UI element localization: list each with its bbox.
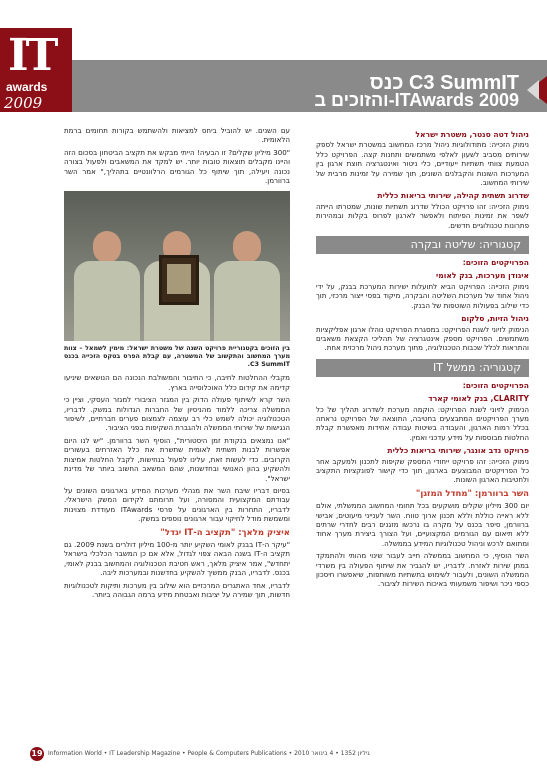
winner-heading: ניהול הזיות, סלקום <box>461 314 529 324</box>
page-number: 19 <box>30 747 44 761</box>
article-paragraph: "300 מיליון שקלים? זו הבעיה! הייתי מבקש את תקציב הביטחון בסכום הזה והיינו מקבלים תוצאות טובות יותר. יש למקד את המשאבים ולפעול בצורה נכונה ויעילה, תוך שיתוף כל הגורמים הרלוונטיים בתהליך," אמר השר ברוורמן. <box>64 147 290 186</box>
article-paragraph: מקבלי ההחלטות לחיבה, כי החיבור והמשולבת הנכונה הם הנושאים שיניעו קדימה את קידום כלל האוכלוסייה בארץ. <box>64 373 290 392</box>
article-paragraph: השר קרא לשיתוף פעולה הדוק בין המגזר הציבורי למגזר העסקי, וציין כי הממשלה צריכה ללמוד מהניסיון של החברות הגדולות במשק. לדבריו, הטכנולוגיה יכולה לשמש כלי רב עוצמה לצמצום פערים חברתיים, לשיפור הנגישות של שירותי הממשלה ולהגברת השקיפות בפני הציבור. <box>64 395 290 433</box>
section-heading: השר ברוורמן: "מחדל המזגן" <box>415 488 529 499</box>
article-paragraph: השר הוסיף, כי המחשוב בממשלה חייב לעבור שינוי מהותי ולהתמקד במתן שירות לאזרח. לדבריו, יש להגביר את שיתוף הפעולה בין משרדי הממשלה השונים, ולעבור לשימוש בתשתיות משותפות, שיאפשרו חיסכון כספי ניכר ושיפור משמעותי באיכות השירות לציבור. <box>316 551 529 589</box>
winner-text: נימוק הזכייה: מתודולוגיות ניהול מרכז המחשוב במשטרת ישראל לספק שירותים מסביב לשעון לאלפי משתמשים ותחנות קצה. הפרויקט כלל הטמעת צוותי תשתיות ייעודיים, כלי ניטור ואינטגרציה חוצת ארגון בין המערכות השונות והקבלנים השונים, תוך שמירה על זמינות מרבית של שירותי המחשוב. <box>316 140 529 188</box>
award-photo <box>64 191 290 341</box>
article-paragraph: לדבריו, אחד האתגרים המרכזיים הוא שילוב בין מערכות ותיקות לטכנולוגיות חדשות, תוך שמירה על יציבות ואבטחת מידע ברמה הגבוהה ביותר. <box>64 580 290 599</box>
winner-text: נימוק הזכייה: זהו פרויקט הכולל שדרוג תשתיות שונות, שמטרתו הייתה לשפר את זמינות הפיתוח ולאפשר לארגון לפרוס בקלות ובמהירות פתרונות טכנולוגיים חדשים. <box>316 201 529 230</box>
category-bar: קטגוריה: ממשל IT <box>316 359 529 377</box>
person-figure <box>214 231 280 341</box>
winner-heading: איגודן מערכות, בנק לאומי <box>436 271 529 281</box>
it-awards-logo <box>0 28 72 112</box>
footer-text: Information World • IT Leadership Magazine • People & Computers Publications • 2010 גיליון 1352 • 4 בינואר <box>48 750 370 757</box>
banner-title-line1: כנס C3 SummIT <box>369 72 519 94</box>
section-heading: איציק מלאך: "תקציב ה-IT יגדל" <box>160 527 290 538</box>
winner-text: הנימוק לזיוני לשנת הפרויקט: הוקמה מערכת לשדרוג תהליך של כל מערך הפרויקטים המתבצעים בחטיבה, התוצאה של הפרויקט נראתה בכלל רמות הארגון, והעבודה בשיטות עבודה אחידות מאפשרת קבלת החלטות מבוססות על מידע עדכני ואמין. <box>316 404 529 442</box>
winner-text: נימוק הזכייה: הפרויקט הביא לתועלות ישירות המערכת בבנק, על ידי ניהול אחוד של מערכות השליטה והבקרה, מיקוד בפסי ייצור מרכזי, תוך כדי שילוב בפעולות השוטפות של הבנק. <box>316 281 529 310</box>
article-paragraph: בסיום דבריו שיבח השר את מנהלי מערכות המידע בארגונים השונים על עבודתם המקצועית והמסורה, ועל תרומתם לקידום המשק הישראלי. לדבריו, התחרות בין הארגונים על פרסי ITAwards מעודדת מצוינות ומשמשת מודל לחיקוי עבור ארגונים נוספים במשק. <box>64 485 290 524</box>
article-paragraph: יום 300 מיליון שקלים מושקעים בכל תחומי המחשוב הממשלתי, אולם ללא ראייה כוללת וללא תכנון ארוך טווח. השר לענייני מיעוטים, אבישי ברוורמן, סיפר בכנס על מקרה בו נרכשו מזגנים רבים לחדרי שרתים ללא תיאום עם הגורמים המקצועיים, ועל הצורך ביצירת מערך אחוד ומתואם לרכש וניהול טכנולוגיות המידע בממשלה. <box>316 501 529 548</box>
page-footer <box>0 742 547 766</box>
article-paragraph: "עיקר ה-IT בבנק לאומי השקיע יותר מ-100 מיליון דולרים בשנת 2009. גם תקציב ה-IT בשנה הבאה צפוי לגדול, אלא אם כן המשבר הכלכלי בישראל יתחדש", אמר איציק מלאך, ראש חטיבת הטכנולוגיה והמחשוב בבנק לאומי, בכנס. לדבריו, הבנק ממשיך להשקיע בחדשנות ובמערכות ליבה. <box>64 539 290 578</box>
article-paragraph: "אנו נמצאים בנקודת זמן היסטורית", הוסיף השר ברוורמן. "יש לנו היום אפשרות לבנות תשתית לאומית שתשרת את כלל האזרחים בעשורים הקרובים. כדי לעשות זאת, עלינו לפעול בנחישות, לקבל החלטות אמיצות ולהשקיע בהון האנושי ובחדשנות, שהם המשאב החשוב ביותר של מדינת ישראל". <box>64 435 290 483</box>
winners-label: הפרויקטים הזוכים: <box>462 380 529 390</box>
banner-title-line2: והזוכים ב-ITAwards 2009 <box>314 90 519 110</box>
article-column-right <box>316 126 529 592</box>
logo-year-text: 2009 <box>4 94 43 112</box>
photo-caption: בין הזוכים בקטגוריית פרויקט השנה של משטרת ישראל: מימין לשמאל – צוות מערך המחשוב והתקשוב של המשטרה, עם קבלת הפרס בטקס הזכייה בכנס C3 SummIT. <box>64 345 290 369</box>
chevron-inner-icon <box>527 80 539 100</box>
winner-text: נימוק הזכייה: זהו פרויקט ייחודי המספק שקיפות לתכנון ולמעקב אחר כל הפרויקטים המבוצעים בארגון, תוך כדי קישור לפונקציות התקציב ולחטיבות הארגון השונות. <box>316 456 529 485</box>
article-paragraph: עם השנים. יש להוביל ביחס למציאות ולהשתמש בקורות תחומים ברמת הלאומית. <box>64 126 290 145</box>
person-figure <box>74 231 140 341</box>
logo-it-text: IT <box>8 30 56 81</box>
category-bar: קטגוריה: שליטה ובקרה <box>316 236 529 254</box>
winner-heading: ניהול דטה סנטר, משטרת ישראל <box>415 130 529 139</box>
winners-label: הפרויקטים הזוכים: <box>462 258 529 268</box>
article-column-left <box>64 126 290 602</box>
winner-text: הנימוק לזיוני לשנת הפרויקט: במסגרת הפרויקט נוהלו ארגון אפליקציות משתמשים. הפרויקט מספק אינטגרציה של תהליכי הקצאת משאבים והתראות לכלל שכבות הטכנולוגיה, מתוך מערכת ניהול מרכזית אחת. <box>316 324 529 353</box>
logo-awards-text: awards <box>6 80 48 94</box>
winner-heading: שדרוג תשתית קהילה, שירותי בריאות כללית <box>377 191 529 201</box>
award-plaque <box>159 255 199 305</box>
winner-heading: CLARITY, בנק לאומי קארד <box>428 394 529 404</box>
page-header <box>0 0 547 112</box>
winner-heading: פרויקט נדב אונגר, שירותי בריאות כללית <box>387 446 529 456</box>
